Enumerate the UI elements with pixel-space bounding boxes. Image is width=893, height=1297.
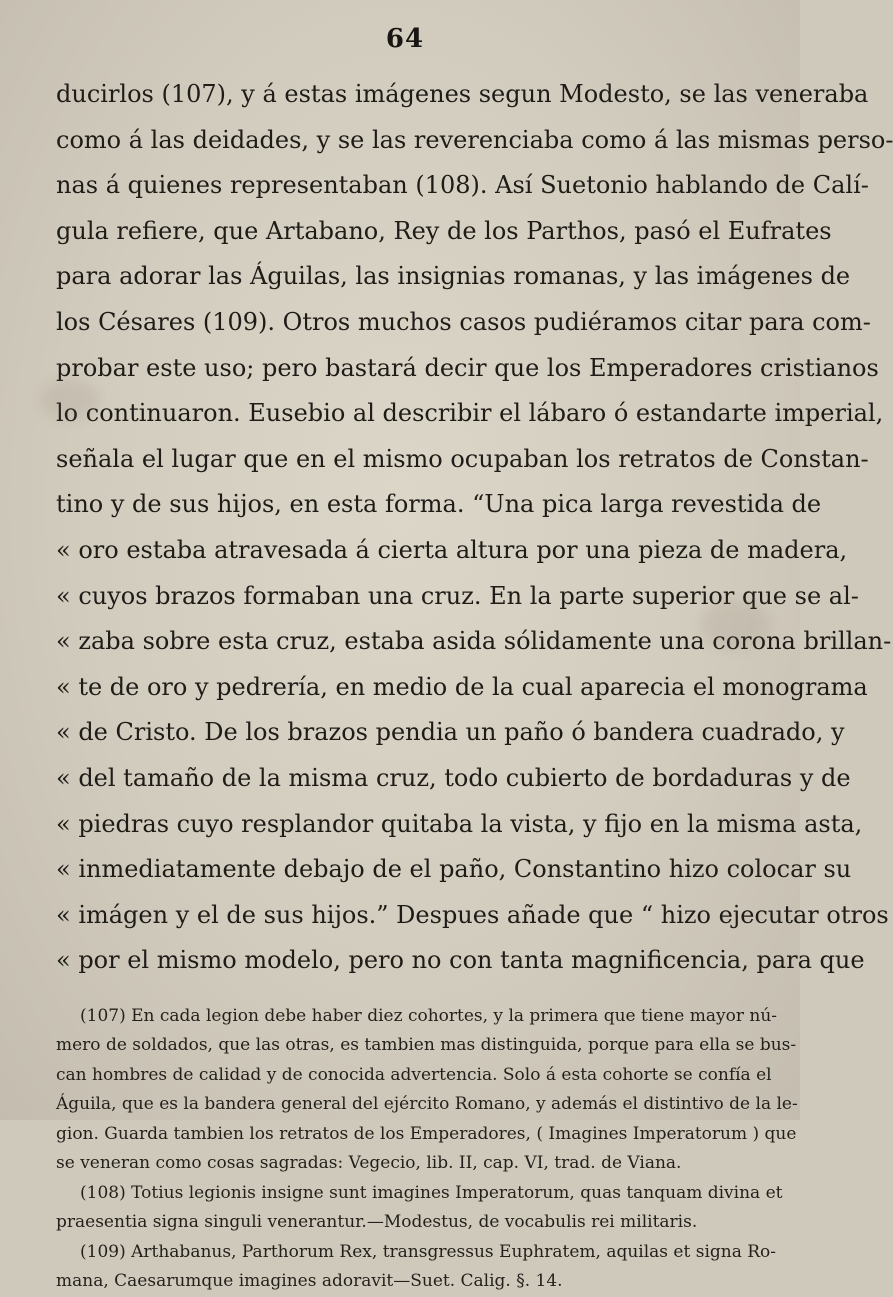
- text-line: « del tamaño de la misma cruz, todo cubierto de bordaduras y de: [56, 763, 851, 792]
- footnote-109-line: (109) Arthabanus, Parthorum Rex, transgressus Euphratem, aquilas et signa Ro-: [80, 1241, 777, 1262]
- text-line: gula refiere, que Artabano, Rey de los Parthos, pasó el Eufrates: [56, 216, 832, 245]
- footnote-108-line: (108) Totius legionis insigne sunt imagines Imperatorum, quas tanquam divina et: [80, 1182, 783, 1203]
- text-line: probar este uso; pero bastará decir que los Emperadores cristianos: [56, 353, 879, 382]
- text-line: como á las deidades, y se las reverenciaba como á las mismas perso-: [56, 125, 893, 154]
- text-line: « inmediatamente debajo de el paño, Constantino hizo colocar su: [56, 855, 852, 884]
- footnote-107-line: (107) En cada legion debe haber diez cohortes, y la primera que tiene mayor nú-: [80, 1005, 778, 1026]
- text-line: « oro estaba atravesada á cierta altura por una pieza de madera,: [56, 535, 848, 564]
- footnote-107-line: gion. Guarda tambien los retratos de los Emperadores, ( Imagines Imperatorum ) que: [56, 1123, 797, 1144]
- footnote-107-line: se veneran como cosas sagradas: Vegecio, lib. II, cap. VI, trad. de Viana.: [56, 1153, 682, 1174]
- footnote-108-line: praesentia signa singuli venerantur.—Modestus, de vocabulis rei militaris.: [56, 1212, 698, 1233]
- text-line: nas á quienes representaban (108). Así Suetonio hablando de Calí-: [56, 171, 869, 200]
- text-line: ducirlos (107), y á estas imágenes segun Modesto, se las veneraba: [56, 80, 869, 108]
- text-line: tino y de sus hijos, en esta forma. “Una pica larga revestida de: [56, 490, 822, 519]
- text-line: « cuyos brazos formaban una cruz. En la parte superior que se al-: [56, 581, 859, 610]
- text-line: los Césares (109). Otros muchos casos pudiéramos citar para com-: [56, 307, 871, 336]
- text-line: « de Cristo. De los brazos pendia un paño ó bandera cuadrado, y: [56, 718, 845, 747]
- text-line: señala el lugar que en el mismo ocupaban los retratos de Constan-: [56, 444, 869, 473]
- page-number: 64: [385, 24, 425, 54]
- footnote-109-line: mana, Caesarumque imagines adoravit—Suet. Calig. §. 14.: [56, 1271, 563, 1292]
- text-line: « zaba sobre esta cruz, estaba asida sólidamente una corona brillan-: [56, 627, 892, 656]
- text-line: « por el mismo modelo, pero no con tanta magnificencia, para que: [56, 946, 865, 975]
- text-line: « te de oro y pedrería, en medio de la cual aparecia el monograma: [56, 672, 868, 701]
- footnote-107-line: Águila, que es la bandera general del ejército Romano, y además el distintivo de la le-: [56, 1094, 798, 1115]
- text-line: lo continuaron. Eusebio al describir el lábaro ó estandarte imperial,: [56, 399, 884, 428]
- body-text: [56, 72, 893, 984]
- footnotes: [56, 1002, 798, 1297]
- text-line: « piedras cuyo resplandor quitaba la vista, y fijo en la misma asta,: [56, 809, 863, 838]
- footnote-107-line: can hombres de calidad y de conocida advertencia. Solo á esta cohorte se confía el: [56, 1064, 772, 1085]
- text-line: para adorar las Águilas, las insignias romanas, y las imágenes de: [56, 262, 851, 291]
- text-line: « imágen y el de sus hijos.” Despues añade que “ hizo ejecutar otros: [56, 900, 889, 929]
- footnote-107-line: mero de soldados, que las otras, es tambien mas distinguida, porque para ella se bus-: [56, 1035, 797, 1056]
